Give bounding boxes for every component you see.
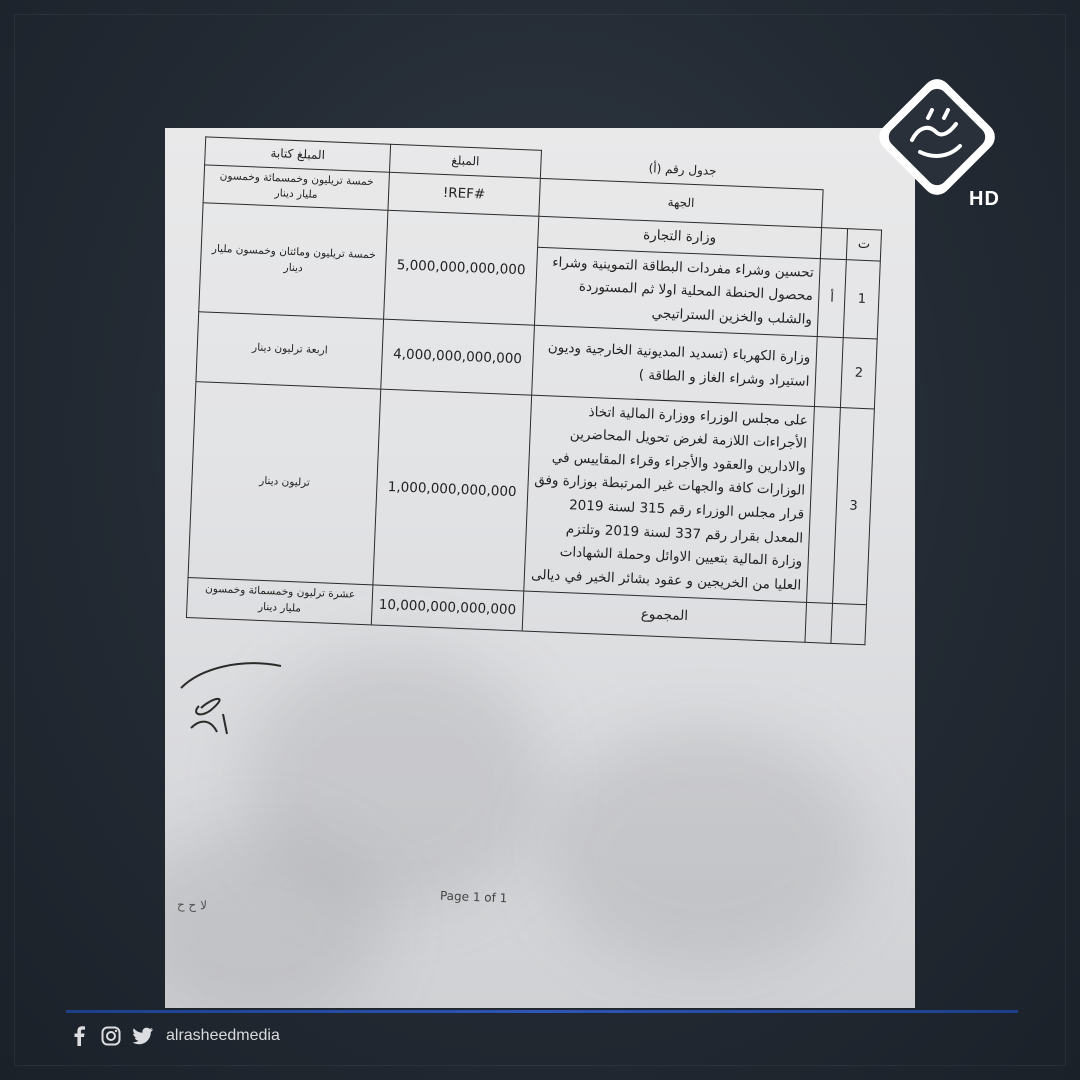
row-1-no: 1	[843, 259, 880, 338]
row-3-amount-text: ترليون دينار	[188, 381, 381, 584]
top-row-amount: #REF!	[388, 172, 540, 217]
row-2-entity: وزارة الكهرباء (تسديد المديونية الخارجية وديون استيراد وشراء الغاز و الطاقة )	[531, 325, 817, 406]
accent-bar	[66, 1010, 1018, 1013]
twitter-icon[interactable]	[132, 1025, 154, 1047]
row-2-sub	[815, 336, 844, 407]
page-footer: Page 1 of 1	[439, 888, 508, 906]
total-label: المجموع	[522, 590, 807, 641]
document-sheet	[165, 128, 915, 688]
row-2-amount-text: اربعة ترليون دينار	[196, 311, 384, 388]
row-3-amount: 1,000,000,000,000	[373, 389, 531, 591]
row-2-amount: 4,000,000,000,000	[381, 319, 534, 395]
total-amount: 10,000,000,000,000	[372, 584, 524, 630]
facebook-icon[interactable]	[68, 1025, 90, 1047]
top-row-amount-text: خمسة تريليون وخمسمائة وخمسون مليار دينار	[203, 164, 390, 210]
instagram-icon[interactable]	[100, 1025, 122, 1047]
document-photo	[165, 128, 915, 1008]
signature-scribble	[171, 648, 301, 738]
total-amount-text: عشرة ترليون وخمسمائة وخمسون مليار دينار	[186, 577, 373, 624]
table-title: جدول رقم (أ)	[648, 160, 717, 178]
header-amount-text: المبلغ كتابة	[205, 137, 391, 172]
social-handle[interactable]: alrasheedmedia	[166, 1027, 280, 1044]
row-2-no: 2	[841, 337, 878, 408]
row-1-amount: 5,000,000,000,000	[384, 210, 539, 324]
header-no: ت	[847, 229, 882, 261]
signature-marks: ﻻ ﺡ ﺡ	[176, 897, 208, 913]
top-row-entity: وزارة التجارة	[537, 216, 822, 258]
row-1-entity: تحسين وشراء مفردات البطاقة التموينية وشراء محصول الحنطة المحلية اولا ثم المستوردة والشلب والخزين الستراتيجي	[534, 247, 821, 336]
hd-label: HD	[969, 188, 1000, 210]
header-amount: المبلغ	[390, 144, 541, 178]
row-1-sub: أ	[818, 258, 847, 337]
header-entity: الجهة	[538, 178, 823, 228]
row-3-entity: على مجلس الوزراء ووزارة المالية اتخاذ الأجراءات اللازمة لغرض تحويل المحاضرين والادارين والعقود والأجراء وقراء المقاييس في الوزارات كافة والجهات غير المرتبطة بوزارة وفق قرار مجلس الوزراء رقم 315 لسنة 2019 المعدل بقرار رقم 337 لسنة 2019 وتلتزم وزارة المالية بتعيين الاوائل وحملة الشهادات العليا من الخريجين و عقود بشائر الخير في ديالى	[523, 395, 815, 602]
budget-table	[186, 136, 885, 644]
row-3-no: 3	[833, 407, 875, 604]
row-1-amount-text: خمسة تريليون ومائتان وخمسون مليار دينار	[199, 203, 388, 319]
social-bar	[68, 1022, 280, 1050]
